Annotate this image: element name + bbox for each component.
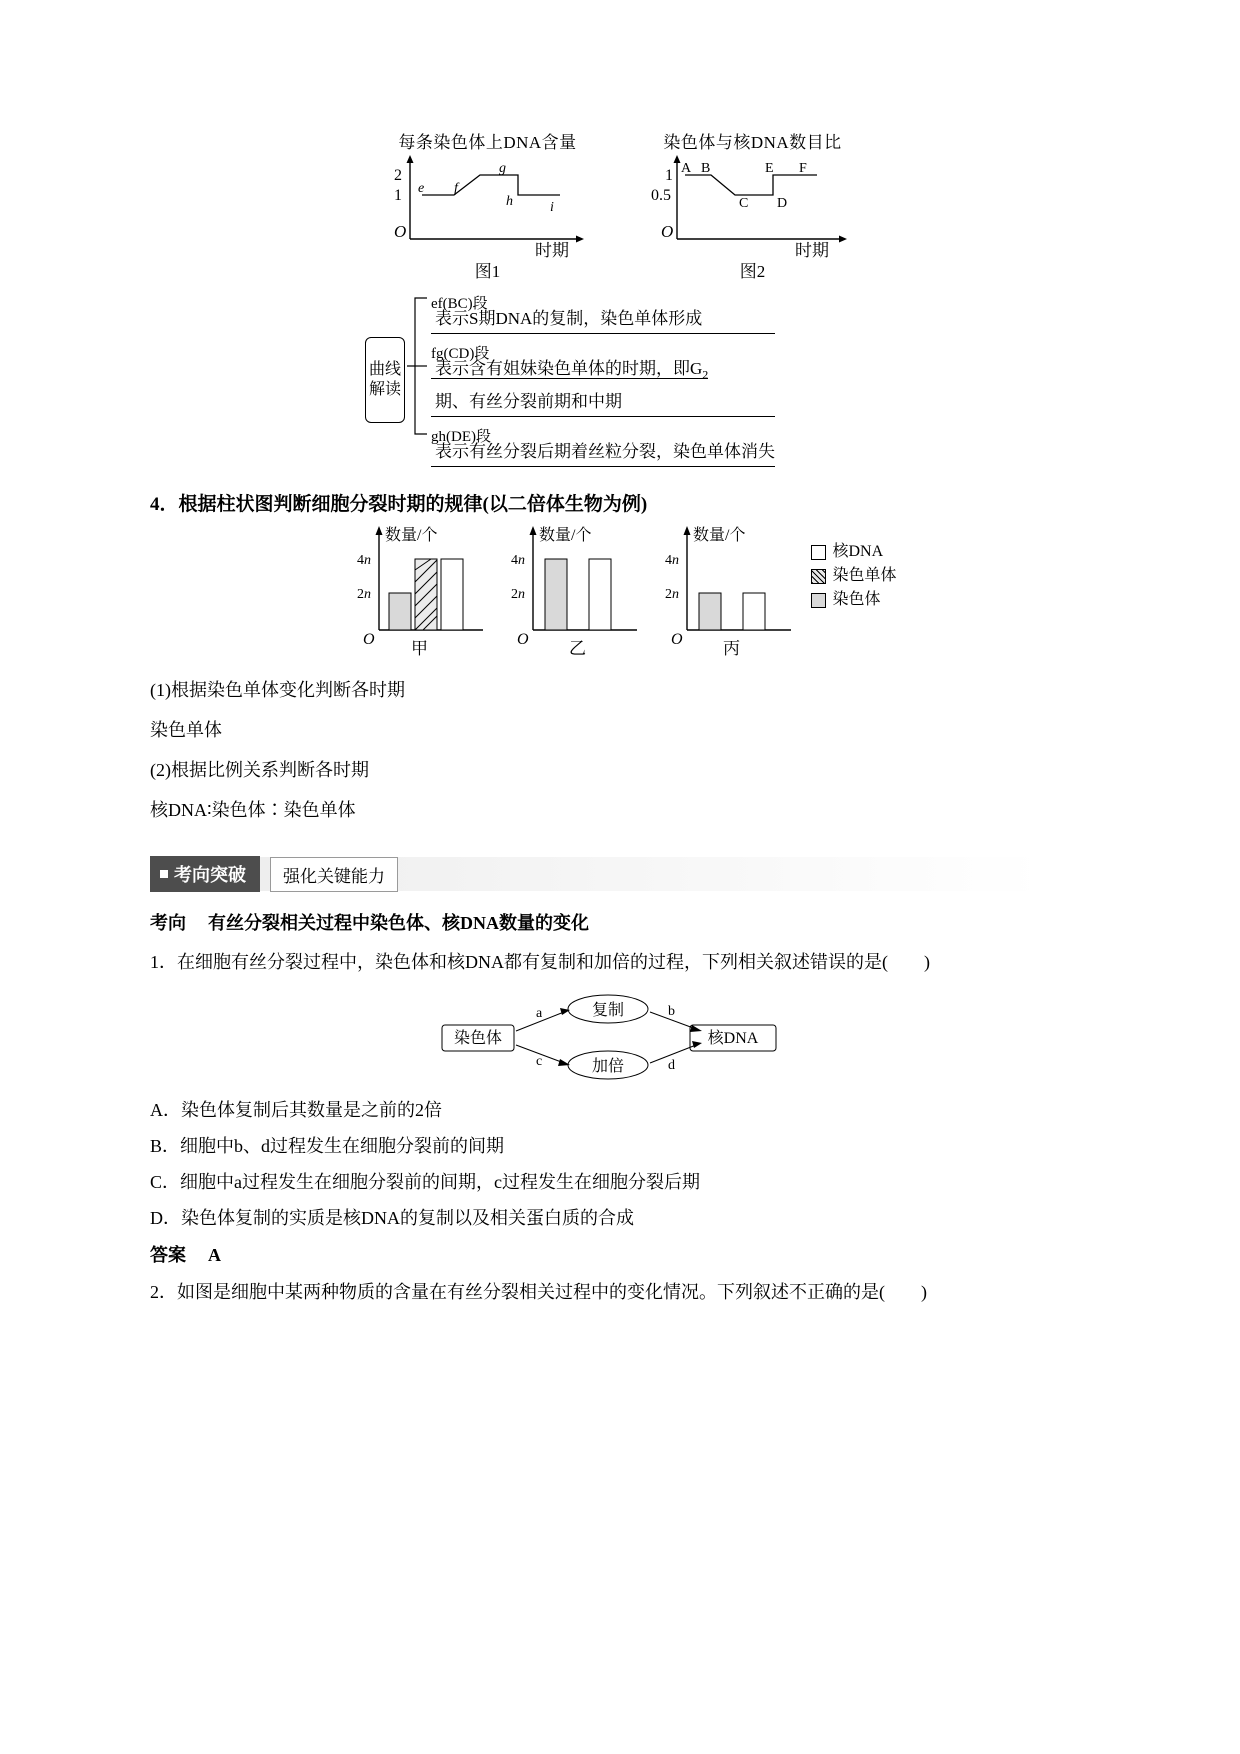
svg-text:O: O — [661, 222, 674, 241]
svg-text:F: F — [799, 161, 807, 176]
legend-swatch-chromosome-icon — [811, 593, 826, 608]
figure-2 — [635, 128, 870, 282]
svg-text:i: i — [550, 200, 554, 215]
question-1-option-b: B．细胞中b、d过程发生在细胞分裂前的间期 — [150, 1136, 505, 1157]
brace-icon — [405, 292, 431, 442]
svg-text:数量/个: 数量/个 — [539, 527, 592, 545]
question-1-option-d: D．染色体复制的实质是核DNA的复制以及相关蛋白质的合成 — [150, 1208, 634, 1229]
svg-text:复制: 复制 — [591, 1002, 625, 1020]
svg-text:时期: 时期 — [535, 241, 569, 260]
svg-text:数量/个: 数量/个 — [385, 527, 438, 545]
question-1-answer — [150, 1241, 1090, 1267]
svg-text:1: 1 — [394, 187, 402, 204]
kaoxiang-line — [150, 909, 1090, 935]
figure-2-caption: 图2 — [739, 262, 766, 281]
bar-charts — [150, 522, 1090, 667]
concept-map — [440, 993, 800, 1083]
section4-sub2-answer: 核DNA∶染色体∶染色单体 — [150, 800, 356, 821]
interp-value-ef: 表示S期DNA的复制，染色单体形成 — [431, 305, 775, 334]
bar-panel-yi — [497, 522, 647, 667]
svg-text:4n: 4n — [665, 553, 680, 569]
legend-swatch-chromatid-icon — [811, 569, 826, 584]
interp-value-gh: 表示有丝分裂后期着丝粒分裂，染色单体消失 — [431, 438, 775, 467]
bar-chart-yi — [497, 522, 647, 662]
answer-value: A — [208, 1245, 221, 1266]
svg-text:4n: 4n — [357, 553, 372, 569]
question-1-option-a: A．染色体复制后其数量是之前的2倍 — [150, 1100, 442, 1121]
kaoxiang-label: 考向 — [150, 913, 186, 934]
legend-label-chromosome: 染色体 — [832, 591, 881, 609]
legend-item — [811, 564, 896, 588]
svg-text:f: f — [454, 181, 458, 196]
interp-key-fg: fg(CD)段 — [431, 346, 490, 362]
svg-text:g: g — [499, 161, 506, 176]
svg-text:E: E — [765, 161, 774, 176]
section4-sub1-answer: 染色单体 — [150, 720, 222, 741]
svg-text:O: O — [671, 631, 684, 649]
answer-label: 答案 — [150, 1245, 186, 1266]
svg-text:O: O — [363, 631, 376, 649]
svg-text:O: O — [394, 222, 407, 241]
interp-fg-sub: 2 — [702, 367, 709, 382]
banner-subtitle: 强化关键能力 — [270, 857, 398, 892]
svg-text:时期: 时期 — [795, 241, 829, 260]
svg-text:h: h — [506, 194, 513, 209]
svg-text:乙: 乙 — [569, 639, 587, 659]
svg-text:b: b — [668, 1004, 675, 1020]
svg-text:甲: 甲 — [411, 639, 429, 659]
curve-figures — [150, 128, 1090, 282]
question-1-diagram — [150, 993, 1090, 1083]
banner-title-block — [150, 856, 260, 892]
figure-1-plot — [370, 153, 605, 263]
bar-chart-legend — [811, 522, 896, 612]
figure-1 — [370, 128, 605, 282]
legend-label-chromatid: 染色单体 — [832, 567, 897, 585]
svg-text:2n: 2n — [665, 587, 680, 603]
legend-label-nuclear-dna: 核DNA — [832, 543, 884, 561]
svg-text:染色体: 染色体 — [453, 1030, 503, 1048]
section-banner — [150, 857, 1090, 891]
svg-text:核DNA: 核DNA — [707, 1030, 759, 1048]
svg-text:D: D — [777, 196, 788, 211]
figure-2-plot — [635, 153, 870, 263]
svg-text:2: 2 — [394, 167, 402, 184]
bar-chart-bing — [651, 522, 801, 662]
question-1-stem: 1．在细胞有丝分裂过程中，染色体和核DNA都有复制和加倍的过程，下列相关叙述错误的是( ) — [150, 952, 930, 973]
interp-fg-post: 期、有丝分裂前期和中期 — [431, 388, 775, 417]
section-4-heading: 4．根据柱状图判断细胞分裂时期的规律(以二倍体生物为例) — [150, 494, 648, 516]
section4-sub1: (1)根据染色单体变化判断各时期 — [150, 680, 405, 701]
svg-text:C: C — [739, 196, 749, 211]
interp-value-fg — [431, 355, 775, 417]
legend-item — [811, 540, 896, 564]
bar-panel-bing — [651, 522, 801, 667]
figure-2-title: 染色体与核DNA数目比 — [663, 133, 842, 152]
legend-swatch-nuclear-dna-icon — [811, 545, 826, 560]
bar-panel-jia — [343, 522, 493, 667]
interpretation-title: 曲线解读 — [365, 337, 405, 423]
question-1-option-c: C．细胞中a过程发生在细胞分裂前的间期，c过程发生在细胞分裂后期 — [150, 1172, 700, 1193]
interp-fg-pre: 表示含有姐妹染色单体的时期，即G — [435, 359, 703, 378]
svg-text:c: c — [536, 1054, 543, 1070]
svg-text:d: d — [668, 1058, 675, 1074]
banner-square-icon — [160, 870, 168, 878]
figure-1-title: 每条染色体上DNA含量 — [398, 133, 577, 152]
svg-text:2n: 2n — [357, 587, 372, 603]
svg-text:丙: 丙 — [723, 639, 741, 659]
interp-key-gh: gh(DE)段 — [431, 429, 491, 446]
svg-text:O: O — [517, 631, 530, 649]
figure-1-caption: 图1 — [474, 262, 501, 281]
svg-text:4n: 4n — [511, 553, 526, 569]
svg-text:2n: 2n — [511, 587, 526, 603]
curve-interpretation — [365, 292, 1090, 467]
svg-text:e: e — [418, 181, 425, 196]
question-2-stem: 2．如图是细胞中某两种物质的含量在有丝分裂相关过程中的变化情况。下列叙述不正确的是( ) — [150, 1282, 927, 1303]
svg-text:B: B — [701, 161, 711, 176]
svg-text:0.5: 0.5 — [651, 187, 671, 204]
section4-sub2: (2)根据比例关系判断各时期 — [150, 760, 369, 781]
interp-key-ef: ef(BC)段 — [431, 296, 488, 312]
kaoxiang-text: 有丝分裂相关过程中染色体、核DNA数量的变化 — [208, 913, 589, 934]
interpretation-items — [431, 292, 775, 467]
svg-text:A: A — [681, 161, 692, 176]
bar-chart-jia — [343, 522, 493, 662]
svg-text:1: 1 — [665, 167, 673, 184]
banner-title-text: 考向突破 — [174, 865, 246, 886]
legend-item — [811, 588, 896, 612]
svg-text:数量/个: 数量/个 — [693, 527, 746, 545]
svg-text:加倍: 加倍 — [591, 1058, 625, 1076]
svg-text:a: a — [536, 1006, 543, 1022]
